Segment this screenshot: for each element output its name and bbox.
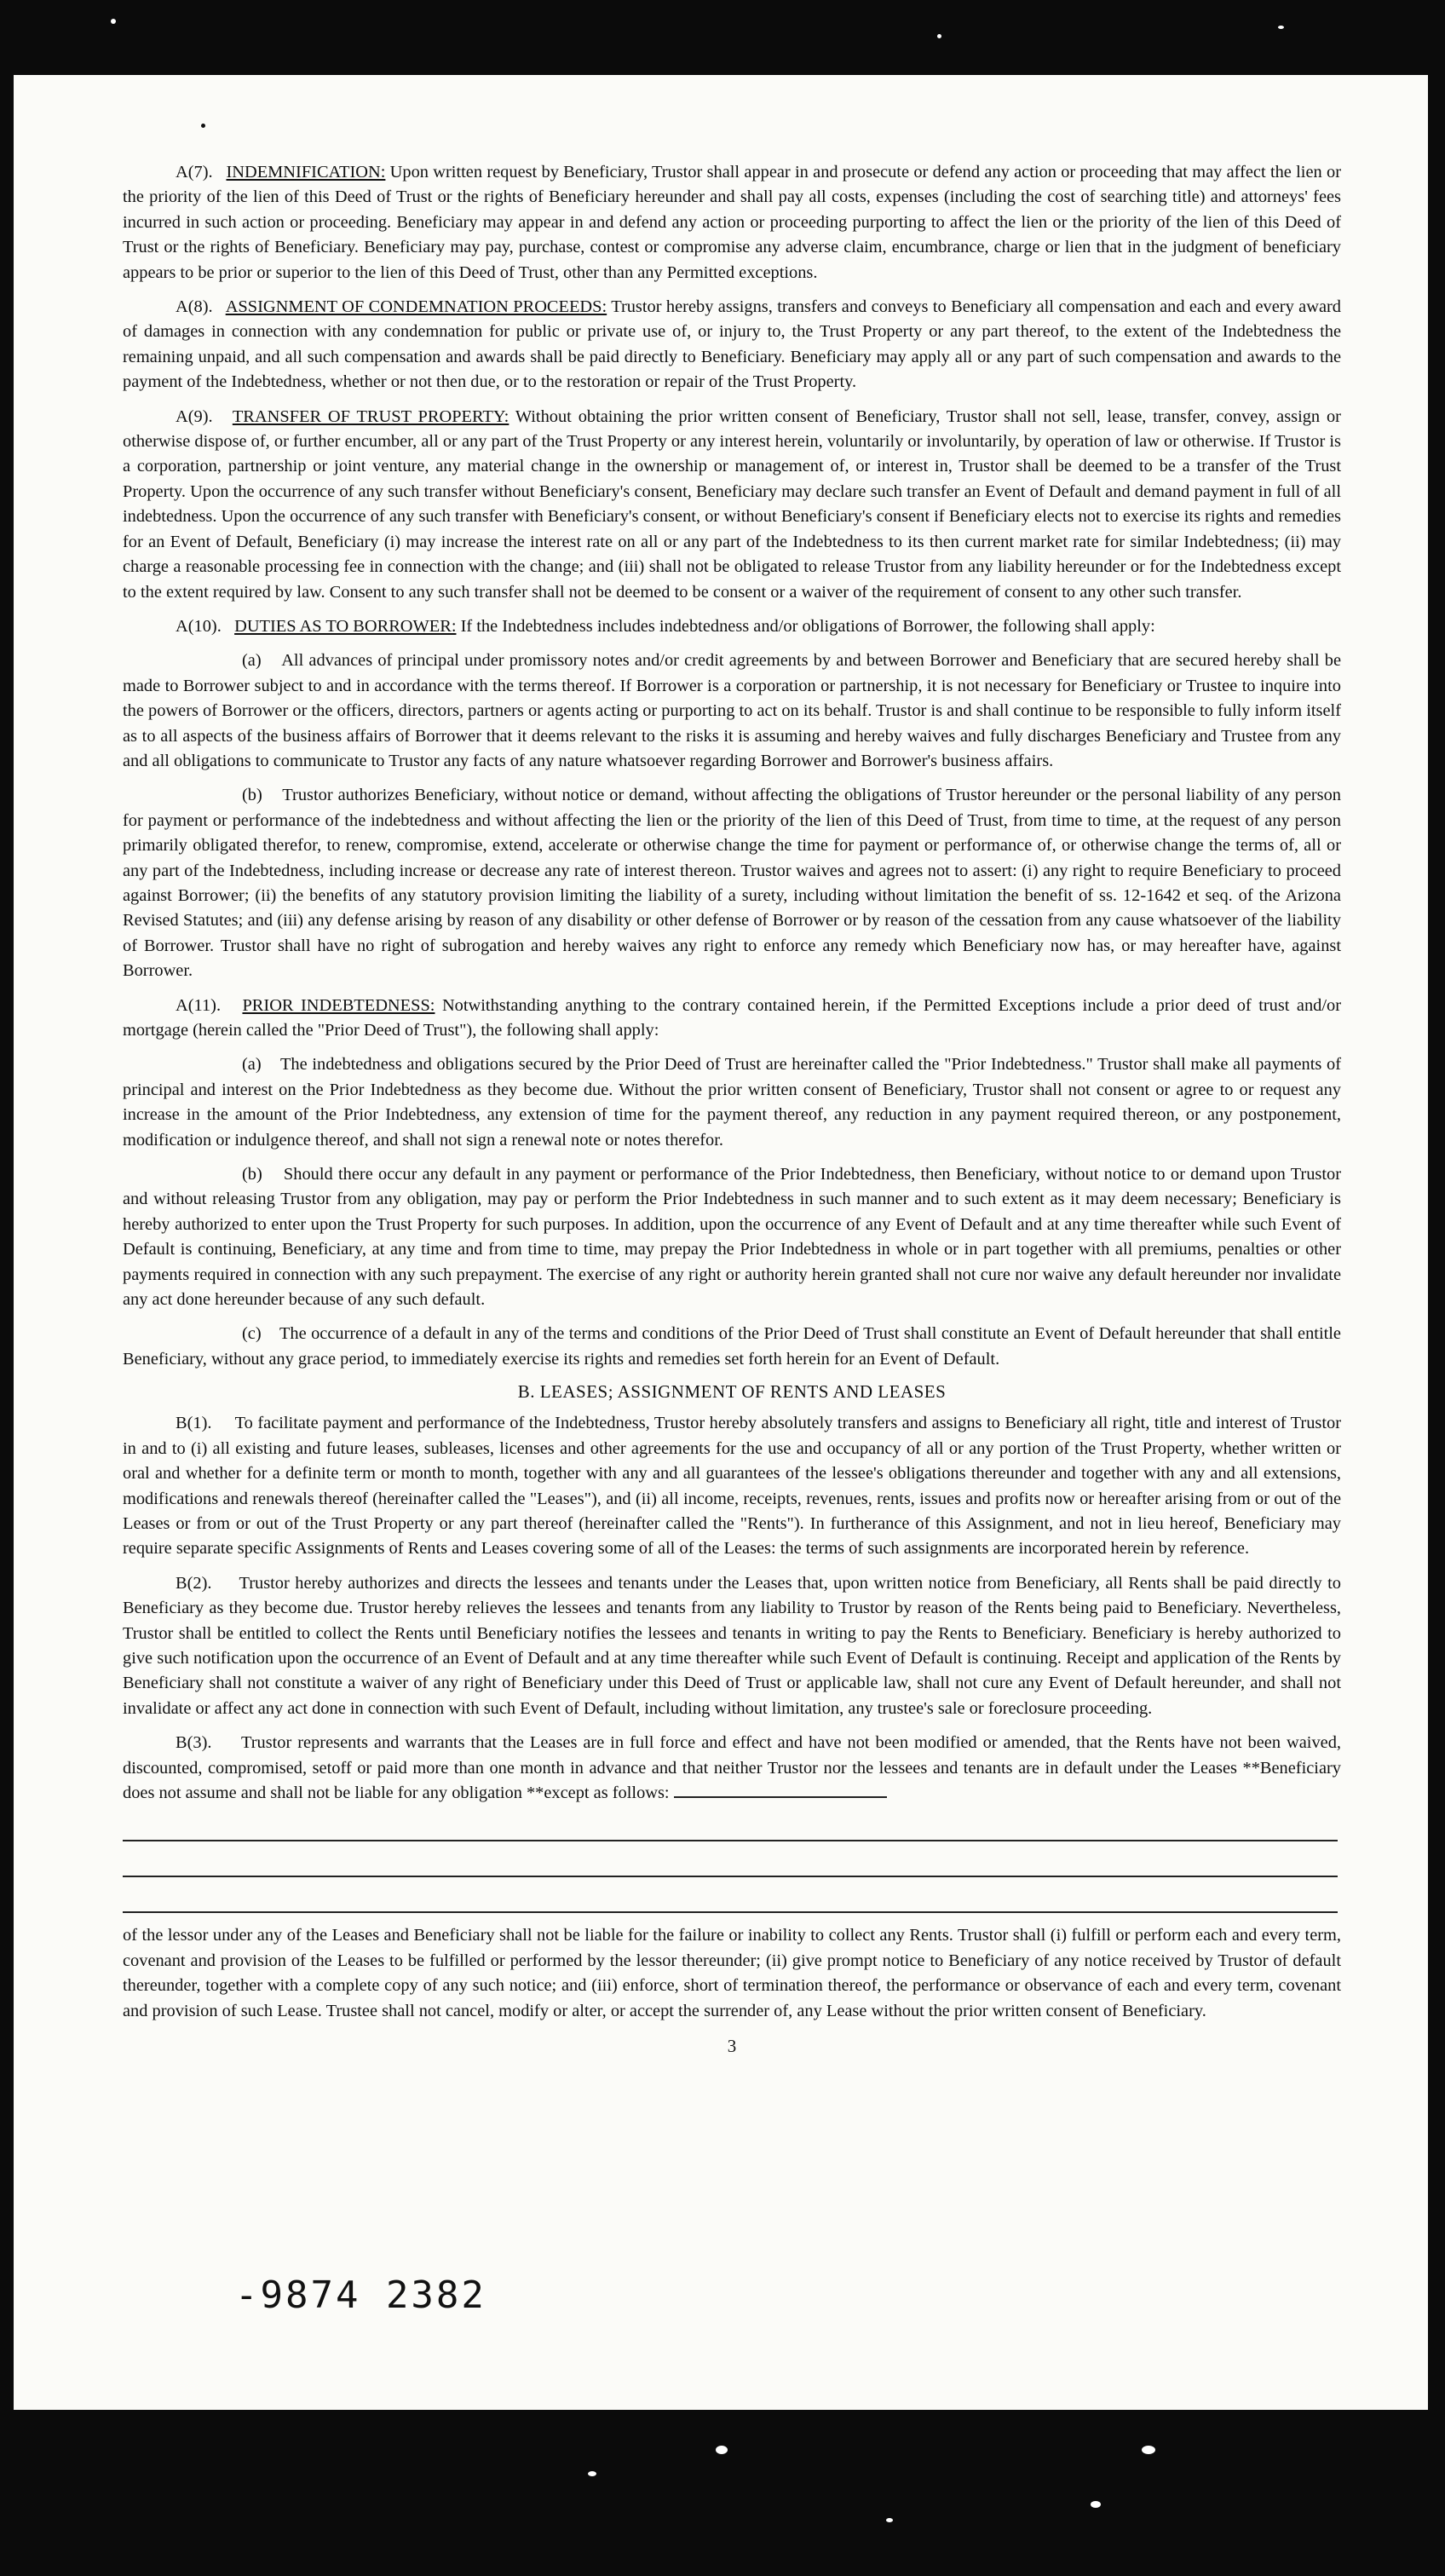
- section-b3: [123, 1731, 1341, 1806]
- scan-artifact: [716, 2446, 728, 2454]
- section-b1: [123, 1411, 1341, 1561]
- section-a7: [123, 160, 1341, 285]
- subsection-a11-a: [123, 1052, 1341, 1153]
- section-text: If the Indebtedness includes indebtedness and/or obligations of Borrower, the following shall apply:: [456, 616, 1155, 636]
- section-label: B(3).: [176, 1733, 212, 1753]
- section-heading: ASSIGNMENT OF CONDEMNATION PROCEEDS:: [225, 297, 607, 317]
- section-label: A(9).: [176, 406, 213, 426]
- section-b-heading: B. LEASES; ASSIGNMENT OF RENTS AND LEASES: [517, 1381, 947, 1403]
- section-heading: PRIOR INDEBTEDNESS:: [242, 995, 435, 1015]
- subsection-text: The indebtedness and obligations secured by the Prior Deed of Trust are hereinafter called the "Prior Indebtedness." Trustor shall make all payments of principal and interest on the Prior Indebtedness as they become due. Without the prior written consent of Beneficiary, Trustor shall not consent or agree to or request any increase in the amount of the Prior Indebtedness, any extension of time for the payment thereof, any reduction in any payment required thereon, or any postponement, modification or indulgence thereof, and shall not sign a renewal note or notes therefor.: [123, 1055, 1341, 1150]
- fill-in-blank: [674, 1781, 887, 1798]
- section-label: A(11).: [176, 995, 222, 1015]
- section-text: Trustor hereby authorizes and directs the lessees and tenants under the Leases that, upon written notice from Beneficiary, all Rents shall be paid directly to Beneficiary as they become due. Trustor hereby relieves the lessees and tenants from any liability to Trustor by reason of the Rents being paid to Beneficiary. Nevertheless, Trustor shall be entitled to collect the Rents until Beneficiary notifies the lessees and tenants in writing to pay the Rents to Beneficiary. Beneficiary is hereby authorized to give such notification upon the occurrence of an Event of Default and at any time thereafter while such Event of Default is continuing. Receipt and application of the Rents by Beneficiary shall not constitute a waiver of any right of Beneficiary under this Deed of Trust or applicable law, shall not cure any Event of Default hereunder, and shall not invalidate or affect any act done in connection with such Event of Default, including without limitation, any trustee's sale or foreclosure proceeding.: [123, 1573, 1341, 1718]
- section-text: To facilitate payment and performance of the Indebtedness, Trustor hereby absolutely transfers and assigns to Beneficiary all right, title and interest of Trustor in and to (i) all existing and future leases, subleases, licenses and other agreements for the use and occupancy of all or any portion of the Trust Property, whether written or oral and whether for a definite term or month to month, together with any and all guarantees of the lessee's obligations thereunder and together with any and all extensions, modifications and renewals thereof (hereinafter called the "Leases"), and (ii) all income, receipts, revenues, rents, issues and profits now or hereafter arising from or out of the Leases or from or out of the Trust Property or any part thereof (hereinafter called the "Rents"). In furtherance of this Assignment, and not in lieu hereof, Beneficiary may require separate specific Assignments of Rents and Leases covering some of all of the Leases: the terms of such assignments are incorporated herein by reference.: [123, 1414, 1341, 1559]
- section-label: B(2).: [176, 1573, 212, 1593]
- scan-artifact: [111, 19, 116, 24]
- page-number: 3: [727, 2036, 737, 2056]
- scan-artifact: [937, 34, 941, 38]
- fill-in-line: [123, 1877, 1338, 1913]
- fill-in-line: [123, 1806, 1338, 1841]
- section-a9: [123, 405, 1341, 605]
- section-heading: TRANSFER OF TRUST PROPERTY:: [232, 406, 509, 426]
- section-a11: [123, 994, 1341, 1044]
- section-label: A(7).: [176, 163, 213, 182]
- section-text: Trustor hereby assigns, transfers and conveys to Beneficiary all compensation and each and every award of damages in connection with any condemnation for public or private use of, or injury to, the Trust Property or any part thereof, to the extent of the Indebtedness the remaining unpaid, and all such compensation and awards shall be paid directly to Beneficiary. Beneficiary may apply all or any part of such compensation and awards to the payment of the Indebtedness, whether or not then due, or to the restoration or repair of the Trust Property.: [123, 297, 1341, 392]
- subsection-label: (b): [242, 786, 262, 805]
- scan-artifact: [1142, 2446, 1155, 2454]
- subsection-a10-b: [123, 783, 1341, 983]
- closing-paragraph: [123, 1923, 1341, 2024]
- subsection-label: (a): [242, 1055, 262, 1075]
- section-label: A(8).: [176, 297, 213, 317]
- document-page: [14, 75, 1428, 2410]
- subsection-a11-b: [123, 1162, 1341, 1312]
- subsection-a10-a: [123, 648, 1341, 774]
- section-heading: DUTIES AS TO BORROWER:: [234, 616, 457, 636]
- section-heading: INDEMNIFICATION:: [226, 163, 386, 182]
- section-b2: [123, 1571, 1341, 1721]
- recording-number: -9874 2382: [235, 2273, 486, 2317]
- scan-artifact: [588, 2471, 596, 2476]
- section-text: Upon written request by Beneficiary, Trustor shall appear in and prosecute or defend any action or proceeding that may affect the lien or the priority of the lien of this Deed of Trust or the rights of Beneficiary hereunder and shall pay all costs, expenses (including the cost of searching title) and attorneys' fees incurred in such action or proceeding. Beneficiary may appear in and defend any action or proceeding purporting to affect the lien or the priority of the lien of this Deed of Trust or the rights of Beneficiary. Beneficiary may pay, purchase, contest or compromise any adverse claim, encumbrance, charge or lien that in the judgment of beneficiary appears to be prior or superior to the lien of this Deed of Trust, other than any Permitted exceptions.: [123, 163, 1341, 282]
- scan-artifact: [886, 2518, 893, 2522]
- subsection-a11-c: [123, 1322, 1341, 1372]
- scan-artifact: [1278, 26, 1284, 29]
- section-a10: [123, 614, 1341, 639]
- closing-text: of the lessor under any of the Leases and Beneficiary shall not be liable for the failure or inability to collect any Rents. Trustor shall (i) fulfill or perform each and every term, covenant and provision of the Leases to be fulfilled or performed by the lessor thereunder; (ii) give prompt notice to Beneficiary of any notice received by Trustor of default thereunder, together with a complete copy of any such notice; and (iii) enforce, short of termination thereof, the performance or observance of each and every term, covenant and provision of such Lease. Trustee shall not cancel, modify or alter, or accept the surrender of, any Lease without the prior written consent of Beneficiary.: [123, 1926, 1341, 2020]
- section-label: B(1).: [176, 1414, 212, 1433]
- subsection-text: Should there occur any default in any payment or performance of the Prior Indebtedness, then Beneficiary, without notice to or demand upon Trustor and without releasing Trustor from any obligation, may pay or perform the Prior Indebtedness in such manner and to such extent as it may deem necessary; Beneficiary is hereby authorized to enter upon the Trust Property for such purposes. In addition, upon the occurrence of any Event of Default and at any time thereafter while such Event of Default is continuing, Beneficiary, at any time and from time to time, may prepay the Prior Indebtedness in whole or in part together with all premiums, penalties or other payments required in connection with any such prepayment. The exercise of any right or authority herein granted shall not cure nor waive any default hereunder nor invalidate any act done hereunder because of any such default.: [123, 1165, 1342, 1310]
- section-text: Without obtaining the prior written consent of Beneficiary, Trustor shall not sell, lease, transfer, convey, assign or otherwise dispose of, or further encumber, all or any part of the Trust Property or any interest herein, voluntarily or involuntarily, by operation of law or otherwise. If Trustor is a corporation, partnership or joint venture, any material change in the ownership or management of, or interest in, Trustor shall be deemed to be a transfer of the Trust Property. Upon the occurrence of any such transfer without Beneficiary's consent, Beneficiary may declare such transfer an Event of Default and demand payment in full of all indebtedness. Upon the occurrence of any such transfer with Beneficiary's consent, or without Beneficiary's consent if Beneficiary elects not to exercise its rights and remedies for an Event of Default, Beneficiary (i) may increase the interest rate on all or any part of the Indebtedness to its then current market rate for similar Indebtedness; (ii) may charge a reasonable processing fee in connection with the change; and (iii) shall not be obligated to release Trustor from any liability hereunder or for the Indebtedness except to the extent required by law. Consent to any such transfer shall not be deemed to be consent or a waiver of the requirement of consent to any other such transfer.: [123, 406, 1341, 602]
- section-text: Trustor represents and warrants that the Leases are in full force and effect and have not been modified or amended, that the Rents have not been waived, discounted, compromised, setoff or paid more than one month in advance and that neither Trustor nor the lessees and tenants are in default under the Leases **Beneficiary does not assume and shall not be liable for any obligation **except as follows:: [123, 1733, 1341, 1802]
- subsection-label: (b): [242, 1165, 262, 1184]
- section-a8: [123, 295, 1341, 395]
- subsection-text: All advances of principal under promissory notes and/or credit agreements by and between Borrower and Beneficiary that are secured hereby shall be made to Borrower subject to and in accordance with the terms thereof. If Borrower is a corporation or partnership, it is not necessary for Beneficiary or Trustee to inquire into the powers of Borrower or the officers, directors, partners or agents acting or purporting to act on its behalf. Trustor is and shall continue to be responsible to fully inform itself as to all aspects of the business affairs of Borrower that it deems relevant to the risks it is assuming and hereby waives and fully discharges Beneficiary and Trustee from any and all obligations to communicate to Trustor any facts of any nature whatsoever regarding Borrower and Borrower's business affairs.: [123, 651, 1342, 770]
- scan-artifact: [1091, 2501, 1101, 2508]
- subsection-text: The occurrence of a default in any of the terms and conditions of the Prior Deed of Trust shall constitute an Event of Default hereunder that shall entitle Beneficiary, without any grace period, to immediately exercise its rights and remedies set forth herein for an Event of Default.: [123, 1324, 1341, 1369]
- subsection-label: (c): [242, 1324, 262, 1344]
- fill-in-line: [123, 1841, 1338, 1877]
- subsection-text: Trustor authorizes Beneficiary, without notice or demand, without affecting the obligations of Trustor hereunder or the personal liability of any person for payment or performance of the indebtedness and without affecting the lien or the priority of the lien of this Deed of Trust, from time to time, at the request of any person primarily obligated therefor, to renew, compromise, extend, accelerate or otherwise change the time for payment or performance of, or otherwise change the terms of, all or any part of the Indebtedness, including increase or decrease any rate of interest thereon. Trustor waives and agrees not to assert: (i) any right to require Beneficiary to proceed against Borrower; (ii) the benefits of any statutory provision limiting the liability of a surety, including without limitation the benefit of ss. 12-1642 et seq. of the Arizona Revised Statutes; and (iii) any defense arising by reason of any disability or other defense of Borrower or by reason of the cessation from any cause whatsoever of the liability of Borrower. Trustor shall have no right of subrogation and hereby waives any right to enforce any remedy which Beneficiary now has, or may hereafter have, against Borrower.: [123, 786, 1341, 981]
- document-body: [123, 160, 1341, 2057]
- subsection-label: (a): [242, 651, 262, 671]
- section-label: A(10).: [176, 616, 222, 636]
- scan-artifact: [201, 124, 205, 128]
- section-text: Notwithstanding anything to the contrary contained herein, if the Permitted Exceptions include a prior deed of trust and/or mortgage (herein called the "Prior Deed of Trust"), the following shall apply:: [123, 995, 1342, 1040]
